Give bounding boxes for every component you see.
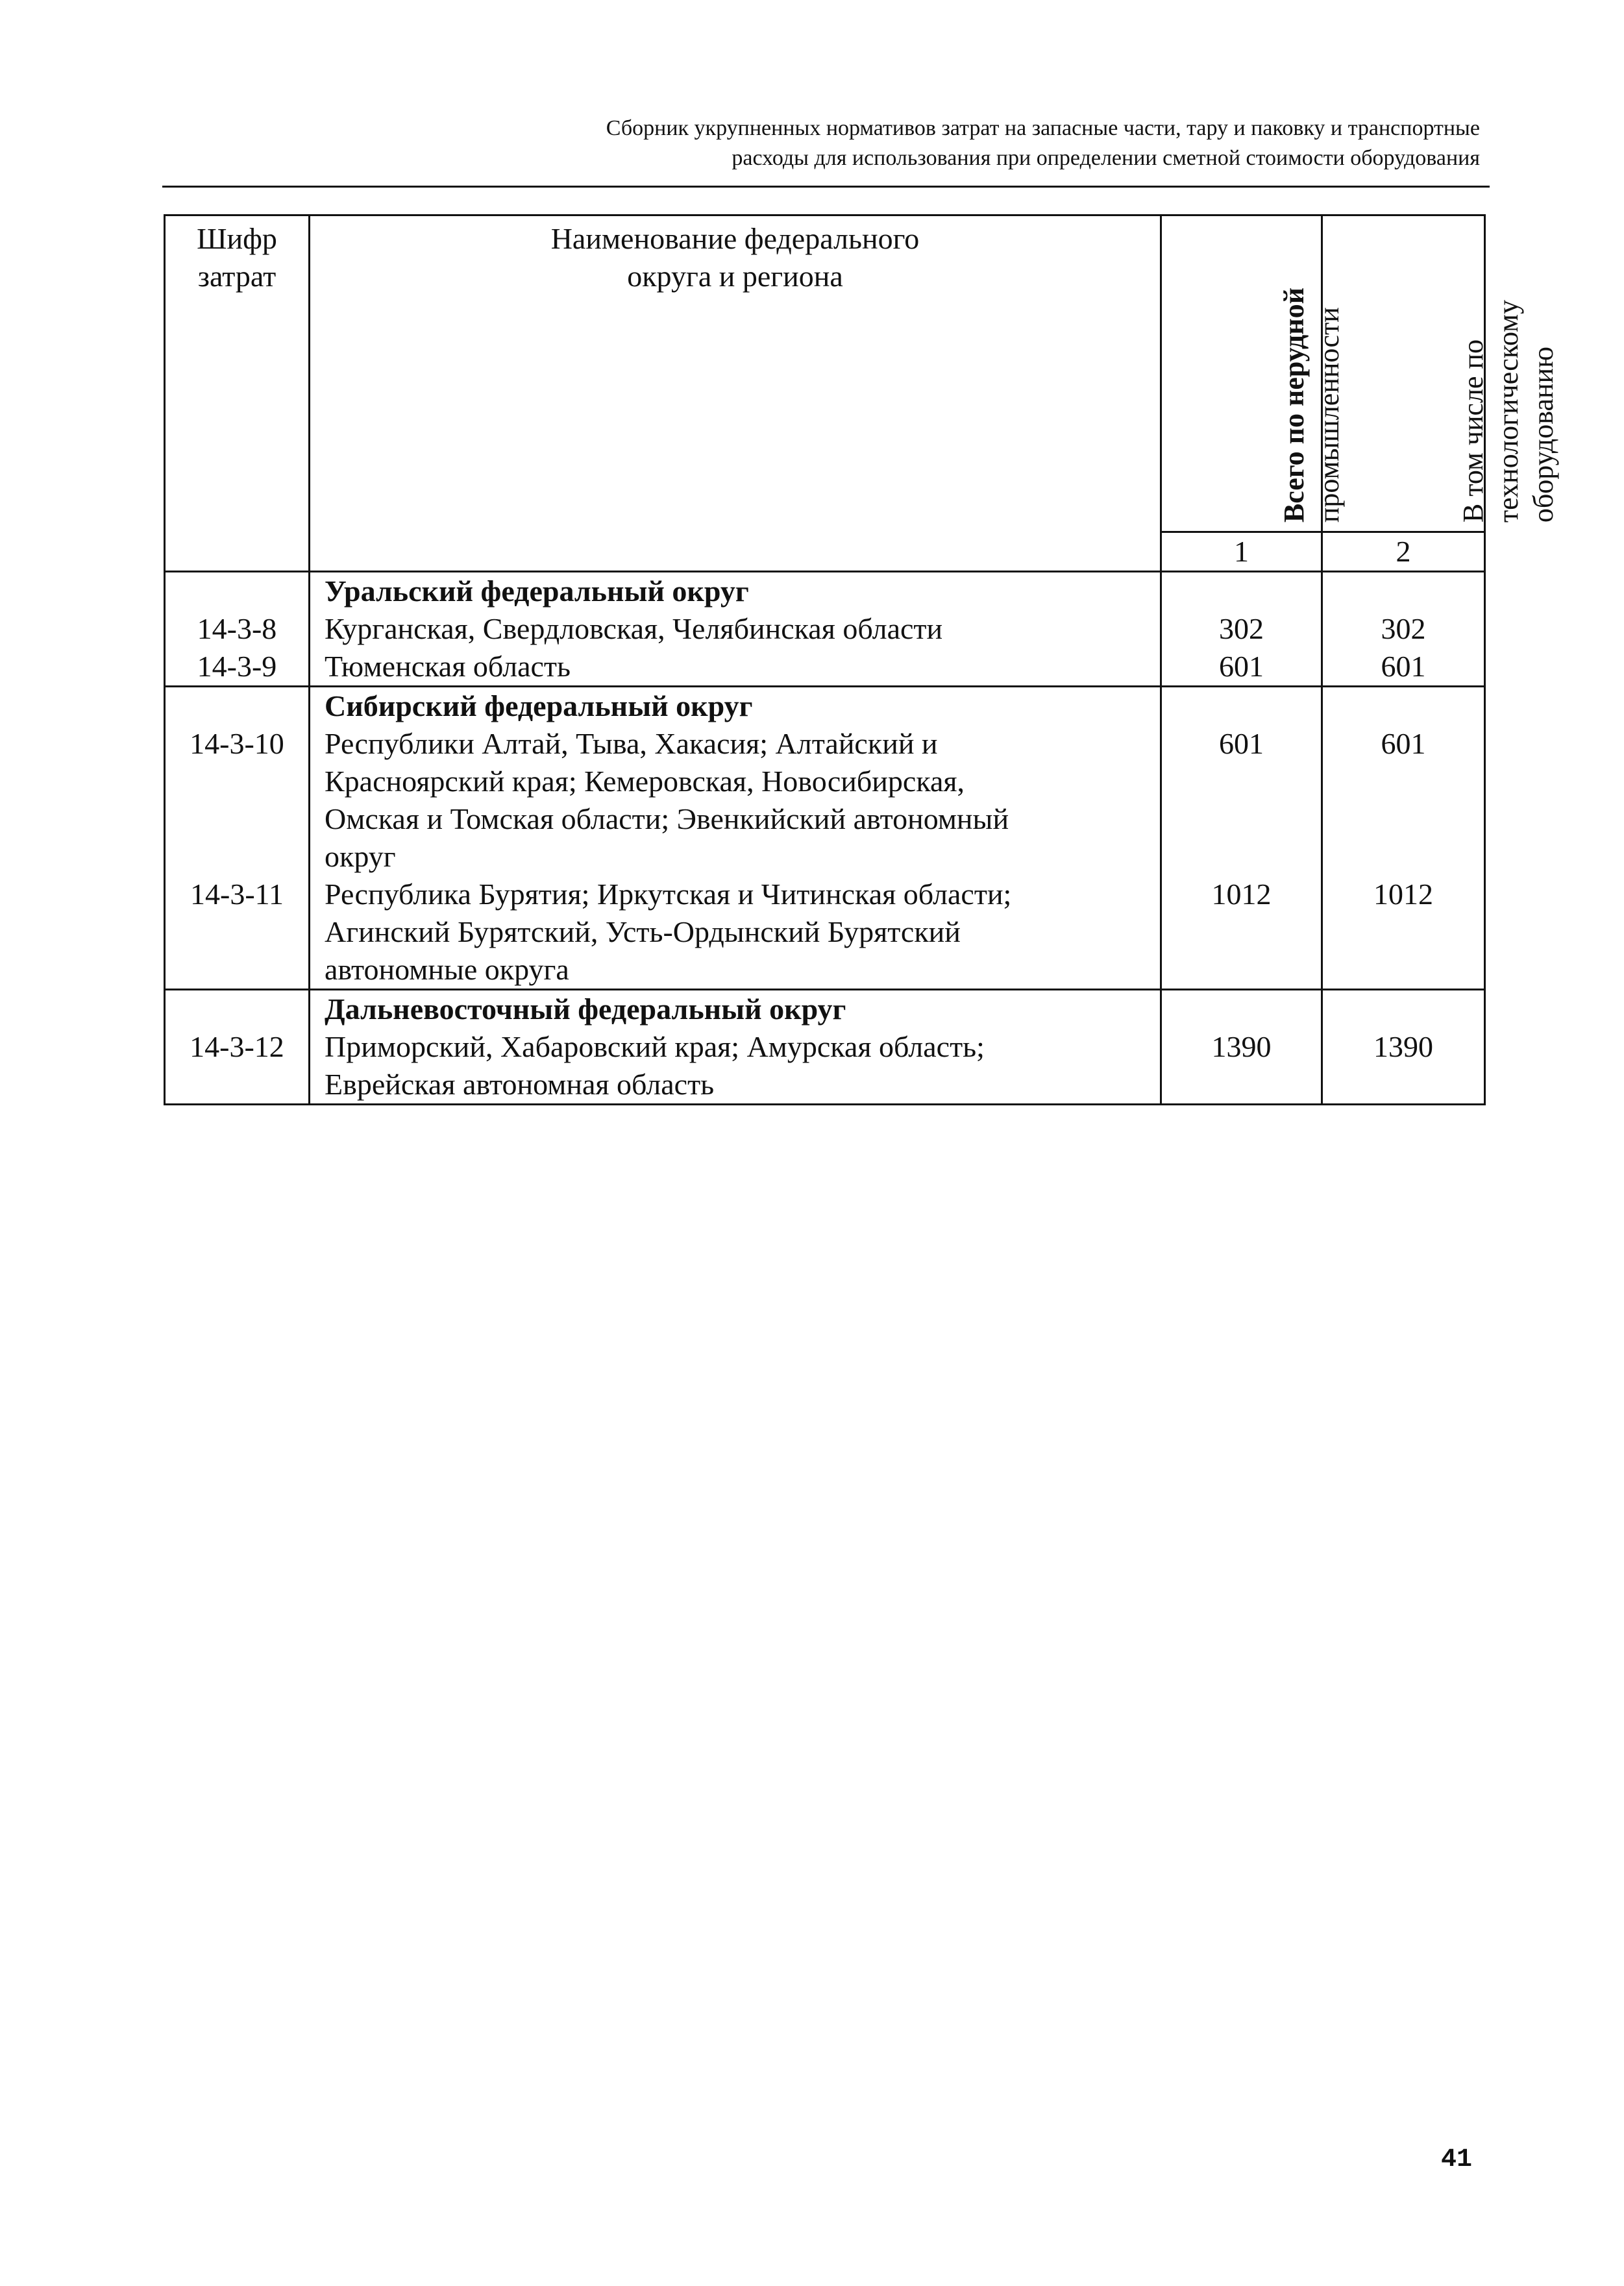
header-name <box>310 215 1161 532</box>
group-title-v1 <box>1161 989 1322 1028</box>
table-row <box>165 1028 1485 1105</box>
group-title-row <box>165 686 1485 725</box>
group-title-v1 <box>1161 686 1322 725</box>
row-name-line: Красноярский края; Кемеровская, Новосибирская, <box>325 764 965 798</box>
group-title-row <box>165 989 1485 1028</box>
group-title: Сибирский федеральный округ <box>310 686 1161 725</box>
row-value-1: 601 <box>1161 648 1322 687</box>
row-value-1: 302 <box>1161 610 1322 648</box>
group-title-v2 <box>1322 686 1485 725</box>
header-code-line: затрат <box>197 260 277 293</box>
running-header-line-2: расходы для использования при определении сметной стоимости оборудования <box>732 146 1480 170</box>
column-numbers-row <box>165 532 1485 571</box>
header-col1 <box>1161 215 1345 532</box>
row-name-line: Республика Бурятия; Иркутская и Читинская области; <box>325 877 1012 911</box>
table-header-row <box>165 215 1485 532</box>
group-title-code <box>165 989 310 1028</box>
header-name-line: округа и региона <box>627 260 843 293</box>
group-title-v1 <box>1161 571 1322 610</box>
row-code: 14-3-10 <box>165 725 310 876</box>
row-name <box>310 1028 1161 1105</box>
header-col1-line: промышленности <box>1312 307 1345 522</box>
row-code: 14-3-8 <box>165 610 310 648</box>
table-row <box>165 610 1485 648</box>
group-title: Уральский федеральный округ <box>310 571 1161 610</box>
cost-table <box>164 214 1559 1105</box>
row-value-2: 1390 <box>1322 1028 1485 1105</box>
header-col2-line: технологическому <box>1492 299 1524 522</box>
group-title-code <box>165 686 310 725</box>
row-value-1: 1390 <box>1161 1028 1322 1105</box>
row-name-line: Тюменская область <box>325 649 571 683</box>
row-name <box>310 876 1161 990</box>
group-title-row <box>165 571 1485 610</box>
row-name-line: Республики Алтай, Тыва, Хакасия; Алтайский и <box>325 726 938 760</box>
page-number: 41 <box>1441 2145 1473 2174</box>
header-name-line: Наименование федерального <box>550 222 920 255</box>
row-value-2: 601 <box>1322 725 1485 876</box>
table-row <box>165 876 1485 990</box>
row-name-line: Агинский Бурятский, Усть-Ордынский Бурятский <box>325 915 961 948</box>
row-name-line: Омская и Томская области; Эвенкийский автономный <box>325 802 1009 835</box>
group-title: Дальневосточный федеральный округ <box>310 989 1161 1028</box>
group-title-v2 <box>1322 989 1485 1028</box>
row-name-line: автономные округа <box>325 952 569 986</box>
column-number-2: 2 <box>1322 532 1485 571</box>
row-value-2: 302 <box>1322 610 1485 648</box>
table-row <box>165 648 1485 687</box>
header-code-line: Шифр <box>197 222 277 255</box>
running-header <box>162 114 1480 173</box>
row-code: 14-3-11 <box>165 876 310 990</box>
header-col1-line: Всего по нерудной <box>1277 287 1310 522</box>
running-header-line-1: Сборник укрупненных нормативов затрат на запасные части, тару и паковку и транспортные <box>606 116 1480 140</box>
group-title-code <box>165 571 310 610</box>
row-value-2: 601 <box>1322 648 1485 687</box>
table-row <box>165 725 1485 876</box>
row-name-line: округ <box>325 839 396 873</box>
row-name <box>310 648 1161 687</box>
row-name-line: Еврейская автономная область <box>325 1067 715 1101</box>
header-col2-text <box>1456 300 1561 522</box>
header-col2-line: В том числе по <box>1457 339 1489 522</box>
column-number-1: 1 <box>1161 532 1322 571</box>
row-value-2: 1012 <box>1322 876 1485 990</box>
column-number-blank <box>165 532 310 571</box>
header-col2 <box>1322 215 1559 532</box>
row-name <box>310 725 1161 876</box>
row-name-line: Курганская, Свердловская, Челябинская области <box>325 611 943 645</box>
header-code <box>165 215 310 532</box>
row-code: 14-3-9 <box>165 648 310 687</box>
row-value-1: 601 <box>1161 725 1322 876</box>
column-number-blank <box>310 532 1161 571</box>
row-code: 14-3-12 <box>165 1028 310 1105</box>
row-name-line: Приморский, Хабаровский края; Амурская область; <box>325 1029 985 1063</box>
header-rule <box>162 186 1490 188</box>
row-name <box>310 610 1161 648</box>
group-title-v2 <box>1322 571 1485 610</box>
header-col2-line: оборудованию <box>1527 346 1559 522</box>
row-value-1: 1012 <box>1161 876 1322 990</box>
